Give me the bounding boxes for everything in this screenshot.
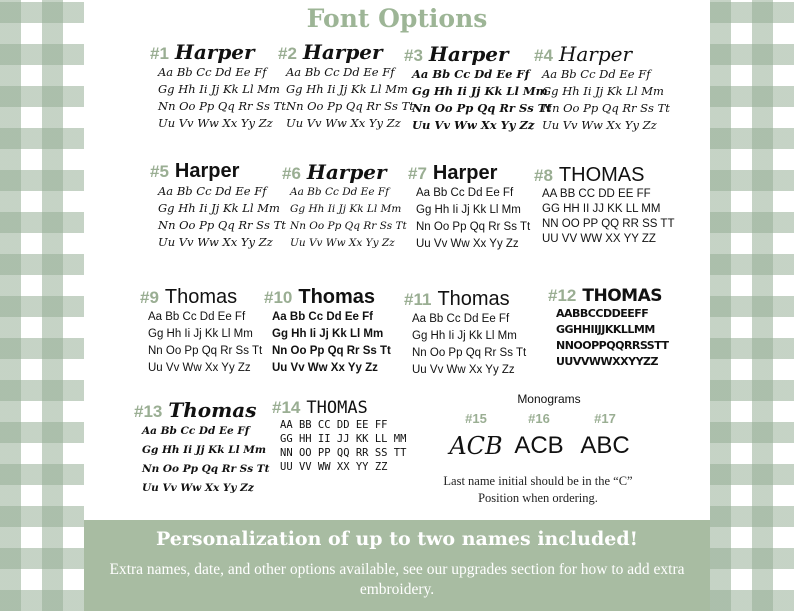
alphabet-line: Nn Oo Pp Qq Rr Ss Tt [158,99,286,113]
alphabet-line: UUVVWWXXYYZZ [556,355,659,368]
alphabet-line: Aa Bb Cc Dd Ee Ff [142,425,250,437]
font-sample-name: Harper [558,42,633,66]
alphabet-line: NN OO PP QQ RR SS TT [280,447,407,459]
alphabet-line: Aa Bb Cc Dd Ee Ff [412,67,530,81]
font-sample-name: Thomas [298,286,376,308]
font-sample-name: Thomas [168,398,257,422]
alphabet-line: Aa Bb Cc Dd Ee Ff [148,311,246,323]
font-number: #2 [278,44,297,63]
monograms-title: Monograms [517,392,581,406]
font-option-5 [150,160,300,251]
alphabet-line: Gg Hh Ii Jj Kk Ll Mm [412,330,517,342]
alphabet-line: Uu Vv Ww Xx Yy Zz [148,362,251,374]
alphabet-line: Gg Hh Ii Jj Kk Ll Mm [290,203,402,215]
alphabet-line: Gg Hh Ii Jj Kk Ll Mm [412,84,548,98]
alphabet-line: GG HH II JJ KK LL MM [542,203,661,215]
monogram-number: #16 [528,411,550,426]
alphabet-line: Uu Vv Ww Xx Yy Zz [412,364,515,376]
alphabet-line: AA BB CC DD EE FF [542,188,651,200]
alphabet-line: Nn Oo Pp Qq Rr Ss Tt [272,345,391,357]
monogram-option-15 [446,411,506,460]
alphabet-line: Gg Hh Ii Jj Kk Ll Mm [148,328,253,340]
font-sample-name: Harper [432,162,498,184]
alphabet-line: Uu Vv Ww Xx Yy Zz [286,116,401,130]
font-option-12 [548,286,698,370]
alphabet-line: Nn Oo Pp Qq Rr Ss Tt [290,220,407,232]
font-number: #10 [264,288,293,307]
font-number: #6 [282,164,301,183]
alphabet-line: Uu Vv Ww Xx Yy Zz [542,118,657,132]
monogram-sample: ACB [449,432,503,460]
alphabet-line: Aa Bb Cc Dd Ee Ff [542,67,651,81]
alphabet-line: GG HH II JJ KK LL MM [280,433,407,445]
alphabet-line: NNOOPPQQRRSSTT [556,339,669,352]
gingham-border-right [710,0,794,611]
alphabet-line: Nn Oo Pp Qq Rr Ss Tt [416,221,531,233]
alphabet-line: Aa Bb Cc Dd Ee Ff [290,186,390,198]
alphabet-line: Uu Vv Ww Xx Yy Zz [290,237,395,249]
monogram-sample: ACB [514,432,564,459]
alphabet-line: UU VV WW XX YY ZZ [542,233,656,245]
monogram-number: #15 [465,411,487,426]
alphabet-line: Nn Oo Pp Qq Rr Ss Tt [148,345,263,357]
alphabet-line: AABBCCDDEEFF [556,307,649,320]
alphabet-line: Gg Hh Ii Jj Kk Ll Mm [142,444,266,456]
font-number: #4 [534,46,553,65]
font-options-panel [84,0,710,520]
alphabet-line: Nn Oo Pp Qq Rr Ss Tt [286,99,414,113]
font-option-14 [272,398,422,474]
alphabet-line: Nn Oo Pp Qq Rr Ss Tt [412,101,552,115]
font-number: #7 [408,164,427,183]
font-sample-name: Harper [306,160,387,184]
footer-banner [84,520,710,611]
alphabet-line: Aa Bb Cc Dd Ee Ff [416,187,514,199]
alphabet-line: Uu Vv Ww Xx Yy Zz [272,362,378,374]
font-number: #9 [140,288,159,307]
alphabet-line: Gg Hh Ii Jj Kk Ll Mm [286,82,408,96]
monogram-number: #17 [594,411,616,426]
alphabet-line: Nn Oo Pp Qq Rr Ss Tt [542,101,670,115]
alphabet-line: Nn Oo Pp Qq Rr Ss Tt [158,218,286,232]
alphabet-line: Uu Vv Ww Xx Yy Zz [158,235,273,249]
monogram-option-16 [514,411,564,460]
alphabet-line: Aa Bb Cc Dd Ee Ff [286,65,395,79]
font-number: #8 [534,166,553,185]
font-number: #11 [404,290,432,309]
font-option-10 [264,286,414,377]
alphabet-line: Gg Hh Ii Jj Kk Ll Mm [416,204,521,216]
font-option-3 [404,42,554,134]
alphabet-line: Uu Vv Ww Xx Yy Zz [142,482,254,494]
monogram-note: Last name initial should be in the “C” Position when ordering. [443,474,633,505]
font-number: #12 [548,286,577,305]
font-sample-name: Harper [428,42,509,66]
alphabet-line: Uu Vv Ww Xx Yy Zz [412,118,535,132]
font-sample-name: Thomas [164,286,238,308]
alphabet-line: NN OO PP QQ RR SS TT [542,218,675,230]
alphabet-line: UU VV WW XX YY ZZ [280,461,388,473]
font-number: #1 [150,44,169,63]
font-sample-name: THOMAS [558,164,645,186]
alphabet-line: Aa Bb Cc Dd Ee Ff [412,313,510,325]
font-sample-name: Harper [174,160,240,182]
font-option-8 [534,164,684,247]
alphabet-line: GGHHIIJJKKLLMM [556,323,655,336]
alphabet-line: Aa Bb Cc Dd Ee Ff [158,184,267,198]
font-option-11 [404,288,554,379]
alphabet-line: Nn Oo Pp Qq Rr Ss Tt [142,463,270,475]
font-option-4 [534,42,684,134]
font-sample-name: Thomas [437,288,510,310]
font-sample-name: THOMAS [582,286,662,306]
footer-subtext: Extra names, date, and other options available, see our upgrades section for how to add extra embroidery. [109,561,685,598]
monogram-sample: ABC [580,432,630,459]
alphabet-line: Aa Bb Cc Dd Ee Ff [158,65,267,79]
page-title: Font Options [306,4,488,33]
alphabet-line: Gg Hh Ii Jj Kk Ll Mm [542,84,664,98]
alphabet-line: Gg Hh Ii Jj Kk Ll Mm [272,328,384,340]
font-sample-name: Harper [174,40,255,64]
alphabet-line: Nn Oo Pp Qq Rr Ss Tt [412,347,527,359]
font-number: #3 [404,46,423,65]
font-sample-name: Harper [302,40,383,64]
font-number: #5 [150,162,169,181]
alphabet-line: Gg Hh Ii Jj Kk Ll Mm [158,82,280,96]
footer-headline: Personalization of up to two names included! [156,528,638,550]
alphabet-line: AA BB CC DD EE FF [280,419,388,431]
alphabet-line: Aa Bb Cc Dd Ee Ff [272,311,373,323]
alphabet-line: Uu Vv Ww Xx Yy Zz [158,116,273,130]
font-number: #13 [134,402,163,421]
font-number: #14 [272,398,301,417]
font-sample-name: THOMAS [306,398,368,418]
monogram-option-17 [580,411,630,460]
font-option-13 [134,398,284,498]
alphabet-line: Uu Vv Ww Xx Yy Zz [416,238,519,250]
alphabet-line: Gg Hh Ii Jj Kk Ll Mm [158,201,280,215]
gingham-border-left [0,0,84,611]
